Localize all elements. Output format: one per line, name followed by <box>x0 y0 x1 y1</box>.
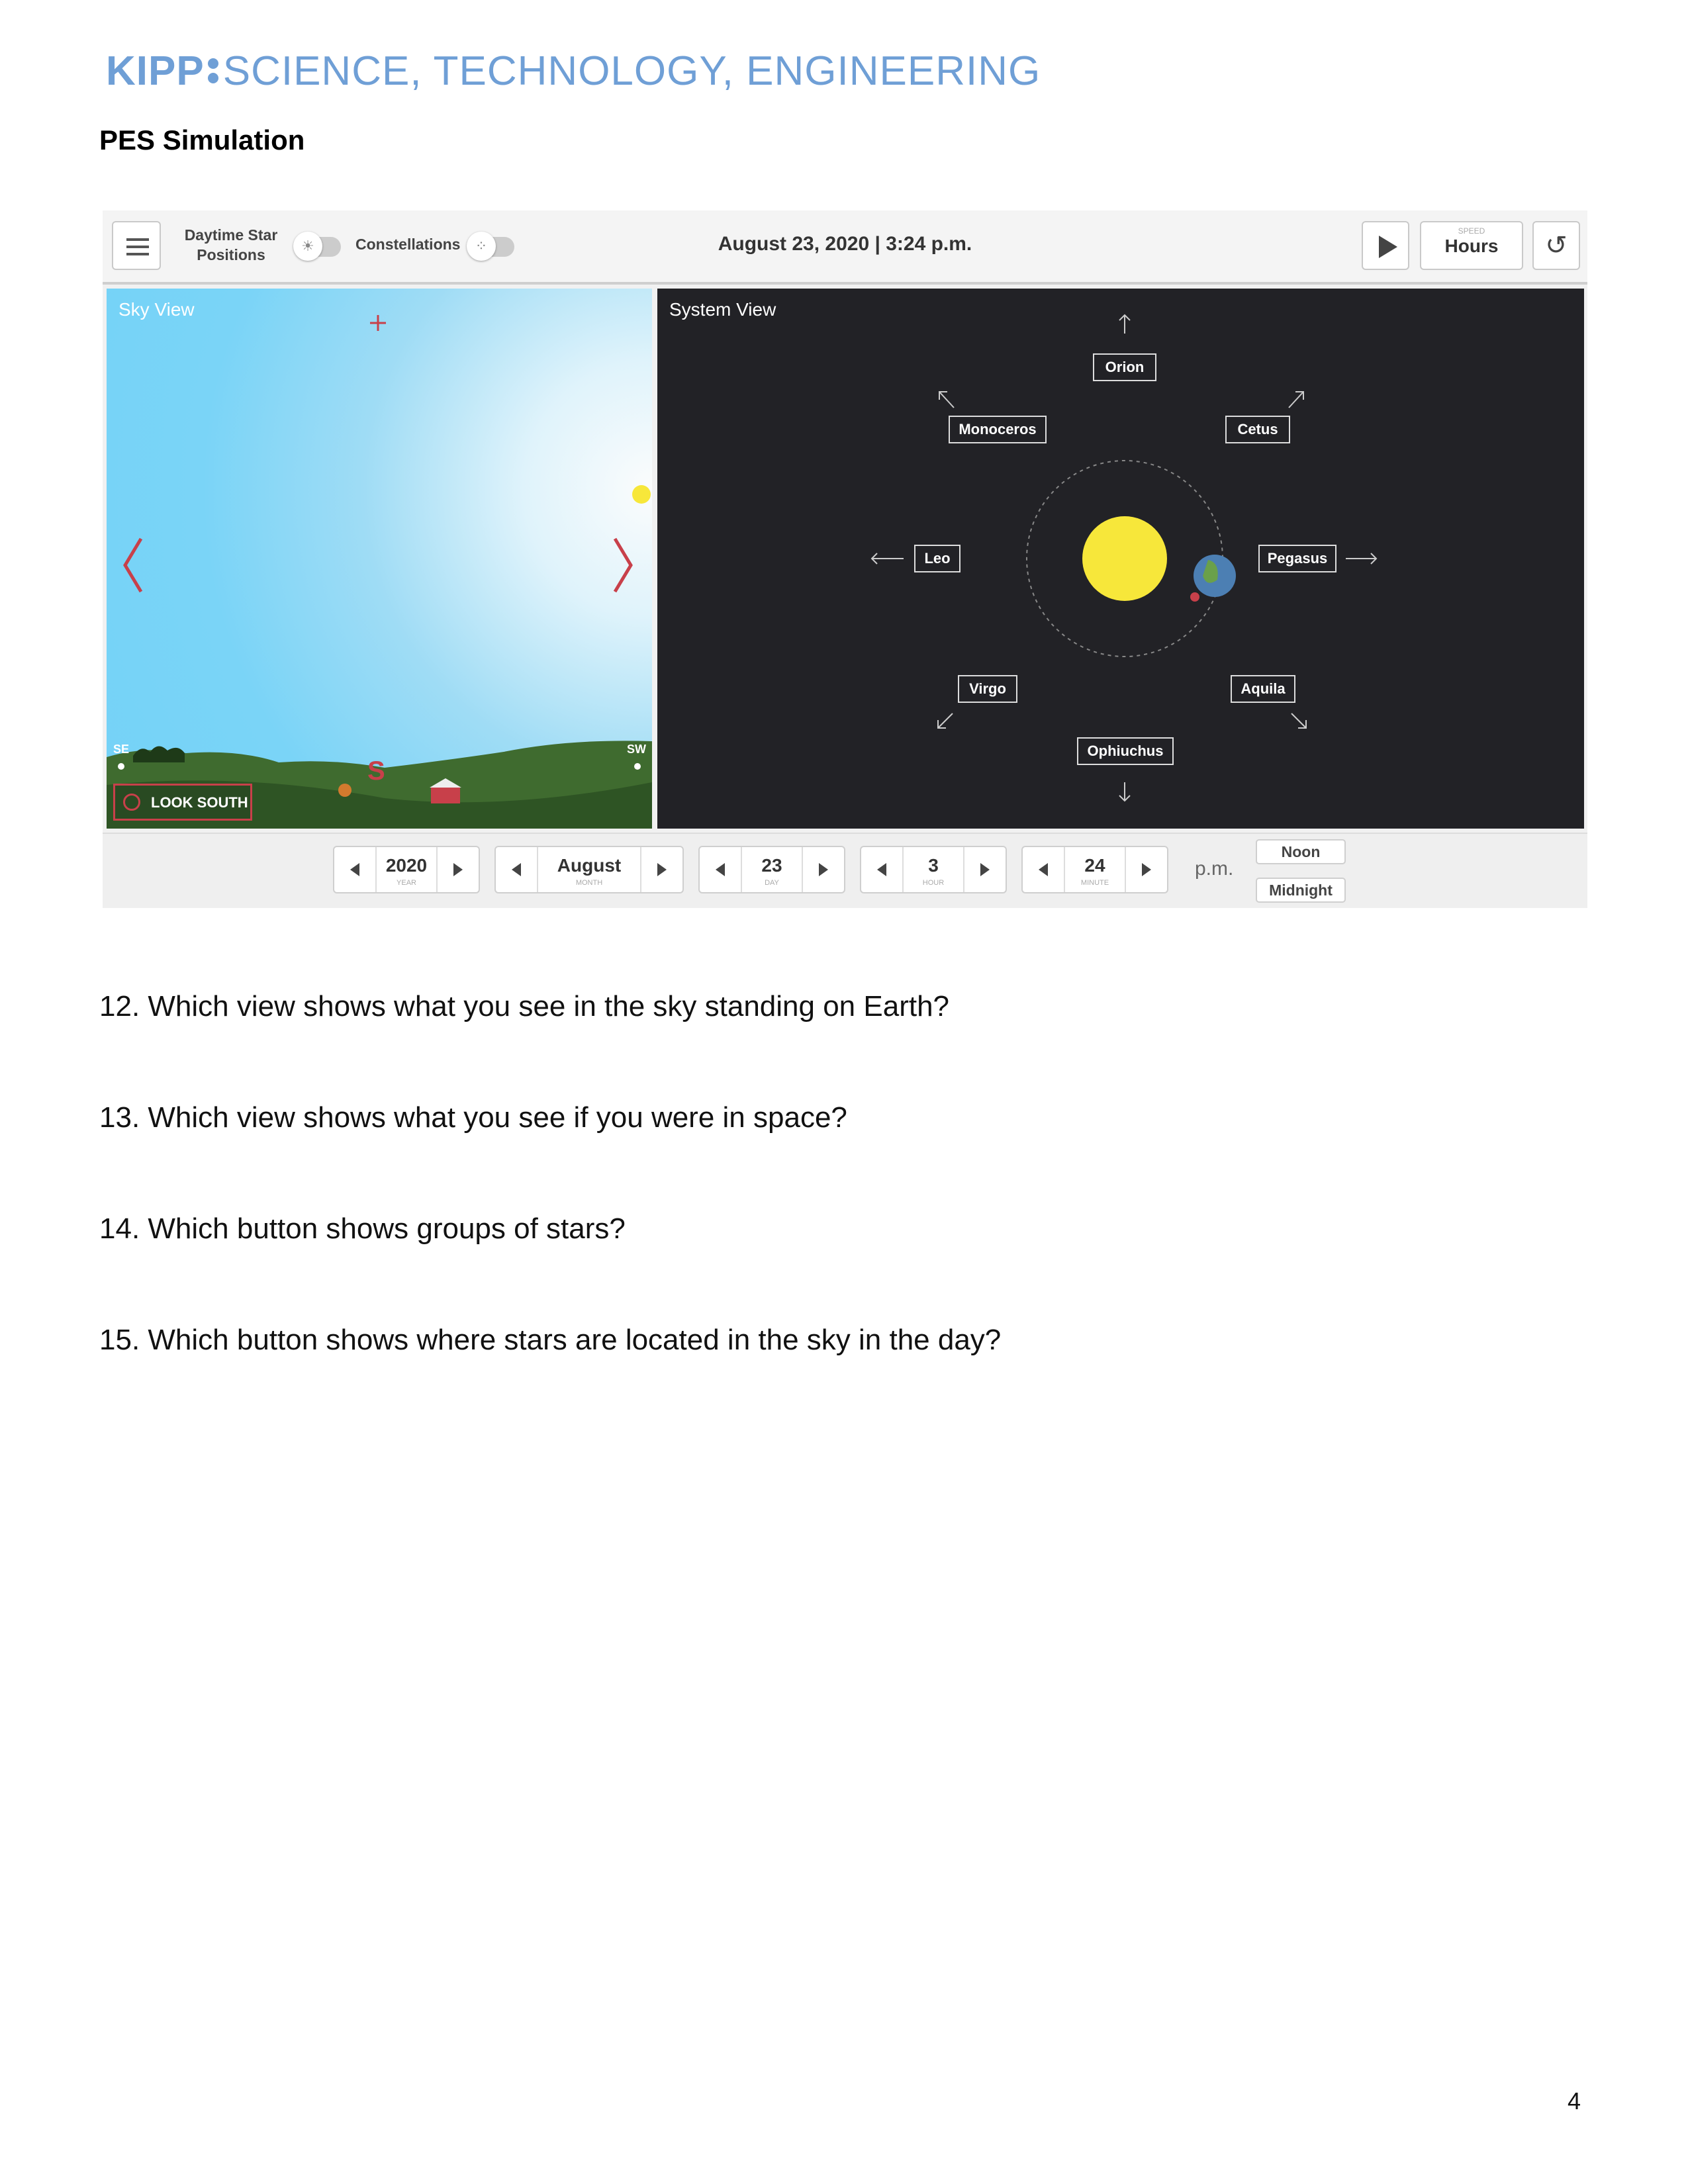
sim-toolbar <box>103 210 1587 285</box>
constellation-icon: ⁘ <box>467 232 496 261</box>
minute-increment-icon[interactable] <box>1125 847 1167 892</box>
year-increment-icon[interactable] <box>436 847 479 892</box>
se-marker <box>118 763 124 770</box>
kipp-logo <box>106 48 1041 95</box>
constellation-label-aquila: Aquila <box>1231 675 1295 703</box>
speed-value: Hours <box>1444 236 1499 256</box>
sw-marker <box>634 763 641 770</box>
month-stepper[interactable] <box>494 846 684 893</box>
midnight-button[interactable]: Midnight <box>1256 878 1346 903</box>
minute-caption: MINUTE <box>1080 879 1109 887</box>
pes-simulation-screenshot <box>103 210 1587 907</box>
minute-value: 24 <box>1084 855 1105 876</box>
year-decrement-icon[interactable] <box>334 847 377 892</box>
daytime-star-positions-label: Daytime Star Positions <box>184 226 278 263</box>
constellation-label-leo: Leo <box>914 545 961 572</box>
pan-right-icon <box>615 539 631 592</box>
tree-cluster <box>133 746 185 762</box>
logo-subject-text: SCIENCE, TECHNOLOGY, ENGINEERING <box>222 48 1041 94</box>
sky-view-title: Sky View <box>118 299 195 320</box>
am-pm-indicator: p.m. <box>1195 858 1234 880</box>
day-increment-icon[interactable] <box>802 847 844 892</box>
speed-selector[interactable] <box>1420 221 1523 270</box>
reset-button[interactable] <box>1532 221 1580 270</box>
system-view-title: System View <box>669 299 776 320</box>
reset-icon: ↺ <box>1545 231 1568 260</box>
minute-decrement-icon[interactable] <box>1023 847 1065 892</box>
year-caption: YEAR <box>397 879 416 887</box>
sun-icon: ☀ <box>293 232 322 261</box>
play-button[interactable] <box>1362 221 1409 270</box>
day-value: 23 <box>761 855 782 876</box>
question-15: 15. Which button shows where stars are located in the sky in the day? <box>99 1324 1002 1356</box>
pan-left-icon <box>125 539 141 592</box>
year-value: 2020 <box>385 855 428 876</box>
page-number: 4 <box>1568 2087 1581 2115</box>
constellations-label: Constellations <box>355 236 461 253</box>
south-compass-letter: S <box>367 756 385 786</box>
question-13: 13. Which view shows what you see if you were in space? <box>99 1101 847 1134</box>
constellation-label-monoceros: Monoceros <box>949 416 1047 443</box>
noon-button[interactable]: Noon <box>1256 839 1346 864</box>
year-stepper[interactable] <box>333 846 480 893</box>
question-14: 14. Which button shows groups of stars? <box>99 1212 626 1245</box>
observer-marker <box>1190 592 1199 602</box>
constellation-label-cetus: Cetus <box>1225 416 1290 443</box>
sky-sun <box>632 485 651 504</box>
month-caption: MONTH <box>575 879 603 887</box>
day-caption: DAY <box>765 879 779 887</box>
hour-decrement-icon[interactable] <box>861 847 904 892</box>
month-increment-icon[interactable] <box>640 847 682 892</box>
current-date-time: August 23, 2020 | 3:24 p.m. <box>718 233 972 255</box>
play-icon <box>1379 236 1397 258</box>
sky-view-panel <box>107 289 652 829</box>
constellation-label-pegasus: Pegasus <box>1258 545 1336 572</box>
look-south-button[interactable] <box>113 784 252 821</box>
sky-view-scene <box>107 289 652 829</box>
hour-value: 3 <box>928 855 939 876</box>
constellation-label-ophiuchus: Ophiuchus <box>1077 737 1174 765</box>
look-south-icon <box>123 794 140 811</box>
day-decrement-icon[interactable] <box>700 847 742 892</box>
section-title: PES Simulation <box>99 124 305 156</box>
farm-barn <box>431 788 460 803</box>
minute-stepper[interactable] <box>1021 846 1168 893</box>
system-view-panel <box>657 289 1584 829</box>
question-12: 12. Which view shows what you see in the sky standing on Earth? <box>99 990 950 1023</box>
month-decrement-icon[interactable] <box>496 847 538 892</box>
day-stepper[interactable] <box>698 846 845 893</box>
logo-dots-icon <box>206 54 220 86</box>
speed-caption: SPEED <box>1458 226 1485 236</box>
system-sun <box>1082 516 1167 601</box>
constellation-label-virgo: Virgo <box>958 675 1017 703</box>
sky-se-label: SE <box>113 743 130 756</box>
time-control-bar <box>103 833 1587 908</box>
look-south-label: LOOK SOUTH <box>151 794 248 811</box>
hour-increment-icon[interactable] <box>963 847 1006 892</box>
logo-kipp-text: KIPP <box>106 48 205 94</box>
constellation-label-orion: Orion <box>1093 353 1156 381</box>
hour-stepper[interactable] <box>860 846 1007 893</box>
zenith-crosshair-icon <box>370 315 386 331</box>
month-value: August <box>557 855 622 876</box>
orange-tree <box>338 784 352 797</box>
sky-sw-label: SW <box>627 743 646 756</box>
hour-caption: HOUR <box>922 879 945 887</box>
